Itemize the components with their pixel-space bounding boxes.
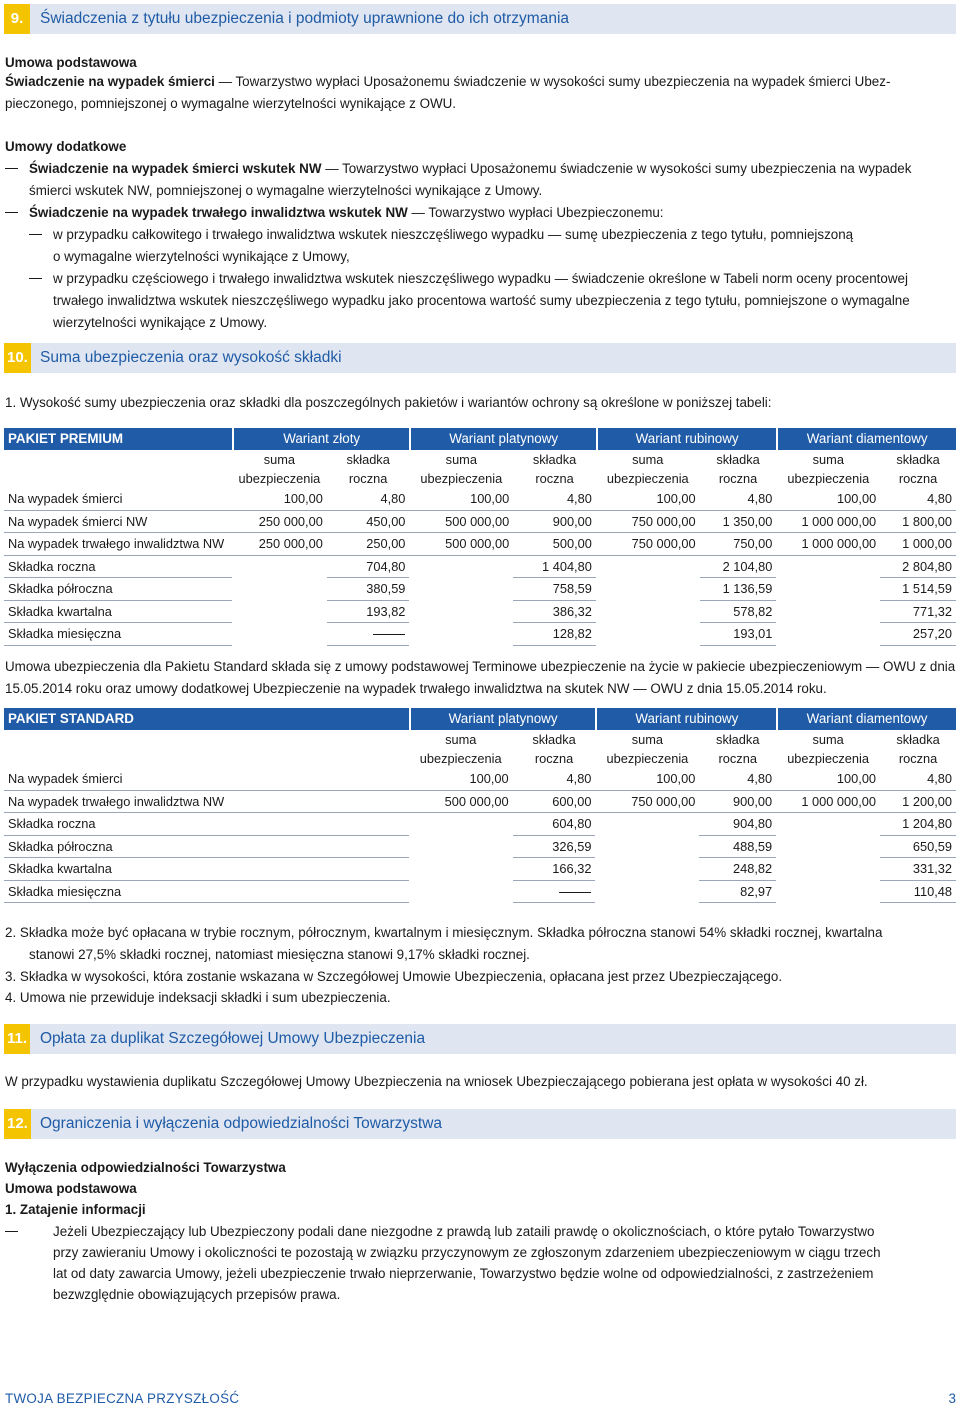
spacer-cell [595,881,699,904]
spacer-cell [595,813,699,836]
cell-value: 4,80 [699,768,776,791]
col-sum-header [595,730,699,768]
cell-value: 326,59 [513,836,596,859]
text-line: w przypadku całkowitego i trwałego inwalidztwa wskutek nieszczęśliwego wypadku — sumę ubezpieczenia z tego tytułu, pomniejszoną [53,227,854,242]
cell-value: 380,59 [327,578,410,601]
col-sum-header [776,450,880,488]
label-roczna: roczna [898,751,938,766]
cell-value: 128,82 [513,623,596,646]
variant-header: Wariant rubinowy [595,708,776,730]
label-skladka: składka [346,452,390,467]
label-ubezpieczenia: ubezpieczenia [787,751,870,766]
row-label: Składka roczna [4,556,232,579]
cell-value: 750 000,00 [595,791,699,814]
label-suma: suma [445,732,477,747]
standard-note: Umowa ubezpieczenia dla Pakietu Standard składa się z umowy podstawowej Terminowe ubezpieczenie na życie w pakiecie ubezpieczeniowym — OWU z dnia [5,659,956,674]
cell-value: 900,00 [699,791,776,814]
standard-table [4,708,956,903]
spacer-cell [776,881,880,904]
row-label: Składka miesięczna [4,623,232,646]
spacer-cell [232,578,327,601]
empty-dash [513,881,596,904]
table-row [4,768,956,791]
cell-value: 4,80 [513,768,596,791]
spacer-cell [595,858,699,881]
row-label: Składka miesięczna [4,881,409,904]
section-title: Ograniczenia i wyłączenia odpowiedzialności Towarzystwa [40,1115,443,1132]
page-number: 3 [948,1391,956,1406]
cell-value: 750 000,00 [596,533,700,556]
spacer-cell [776,858,880,881]
cell-value: 500 000,00 [409,533,513,556]
label-roczna: roczna [534,751,574,766]
cell-value: 100,00 [776,768,880,791]
cell-value: 1 000 000,00 [776,511,880,534]
table-subheader-row [4,730,956,768]
label-ubezpieczenia: ubezpieczenia [238,471,321,486]
row-label: Składka kwartalna [4,858,409,881]
label-suma: suma [263,452,296,467]
row-label: Na wypadek trwałego inwalidztwa NW [4,791,409,814]
label-roczna: roczna [718,471,758,486]
subheading-umowy-dodatkowe: Umowy dodatkowe [5,139,127,154]
cell-value: 193,01 [700,623,777,646]
cell-value: 600,00 [513,791,596,814]
label-suma: suma [631,732,664,747]
spacer-cell [409,556,513,579]
section-number: 12. [4,1109,31,1139]
text: — Towarzystwo wypłaci Uposażonemu świadczenie w wysokości sumy ubezpieczenia na wypadek śmierci Ubez- [214,74,891,89]
cell-value: 4,80 [880,768,956,791]
row-label: Na wypadek śmierci [4,488,232,511]
spacer-cell [776,623,880,646]
cell-value: 771,32 [880,601,956,624]
table-row [4,533,956,556]
cell-value: 1 136,59 [700,578,777,601]
cell-value: 750,00 [700,533,777,556]
row-label: Składka półroczna [4,578,232,601]
paragraph-swiadczenie-smierci [5,71,890,93]
cell-value: 1 800,00 [880,511,956,534]
table-header-row [4,708,956,730]
cell-value: 1 200,00 [880,791,956,814]
cell-value: 1 000 000,00 [776,791,880,814]
cell-value: 82,97 [699,881,776,904]
label-ubezpieczenia: ubezpieczenia [420,471,503,486]
text-line: w przypadku częściowego i trwałego inwalidztwa wskutek nieszczęśliwego wypadku — świadczenie określone w Tabeli norm oceny procentowej [53,271,908,286]
spacer-cell [409,578,513,601]
subheading: 1. Zatajenie informacji [5,1202,146,1217]
cell-value: 193,82 [327,601,410,624]
section-title: Świadczenia z tytułu ubezpieczenia i podmioty uprawnione do ich otrzymania [40,10,570,27]
section-title: Opłata za duplikat Szczegółowej Umowy Ubezpieczenia [40,1030,426,1047]
col-sum-header [409,450,513,488]
spacer-cell [776,601,880,624]
variant-header: Wariant diamentowy [776,708,956,730]
spacer-cell [409,623,513,646]
cell-value: 750 000,00 [596,511,700,534]
label-suma: suma [632,452,664,467]
cell-value: 900,00 [513,511,596,534]
text: — Towarzystwo wypłaci Uposażonemu świadczenie w wysokości sumy ubezpieczenia na wypadek [321,161,912,176]
paragraph-duplikat: W przypadku wystawienia duplikatu Szczegółowej Umowy Ubezpieczenia na wniosek Ubezpieczającego pobierana jest opłata w wysokości 40 zł. [5,1074,868,1089]
cell-value: 500 000,00 [409,791,513,814]
cell-value: 2 804,80 [880,556,956,579]
cell-value: 488,59 [699,836,776,859]
label-ubezpieczenia: ubezpieczenia [606,751,689,766]
cell-value: 1 000,00 [880,533,956,556]
spacer-cell [776,578,880,601]
cell-value: 331,32 [880,858,956,881]
table-row [4,791,956,814]
cell-value: 4,80 [513,488,596,511]
text-line: lat od daty zawarcia Umowy, jeżeli ubezpieczenie trwało nieprzerwanie, Towarzystwo będzie wolne od odpowiedzialności, z zastrzeżeniem [53,1266,874,1281]
dash-bullet [5,212,18,213]
cell-value: 100,00 [776,488,880,511]
label-ubezpieczenia: ubezpieczenia [419,751,502,766]
dash-bullet [29,234,42,235]
col-premium-header [880,450,956,488]
paragraph-4: 4. Umowa nie przewiduje indeksacji składki i sum ubezpieczenia. [5,990,391,1005]
text-line: Jeżeli Ubezpieczający lub Ubezpieczony podali dane niezgodne z prawdą lub zataili prawdę o okolicznościach, o które pytało Towarzystwo [53,1224,875,1239]
col-sum-header [409,730,513,768]
variant-header: Wariant platynowy [409,708,596,730]
dash-mark [559,892,591,893]
col-premium-header [327,450,410,488]
spacer-cell [232,623,327,646]
term: Świadczenie na wypadek śmierci wskutek NW [29,161,322,176]
dash-bullet [5,1231,18,1232]
col-premium-header [880,730,956,768]
spacer-cell [232,601,327,624]
col-sum-header [776,730,880,768]
table-row [4,488,956,511]
package-name: PAKIET PREMIUM [4,428,232,450]
label-skladka: składka [716,452,760,467]
cell-value: 166,32 [513,858,596,881]
table-row [4,813,956,836]
cell-value: 386,32 [513,601,596,624]
cell-value: 110,48 [880,881,956,904]
section-11-header [4,1024,956,1054]
label-skladka: składka [716,732,760,747]
cell-value: 1 000 000,00 [776,533,880,556]
spacer-cell [409,601,513,624]
row-label: Składka roczna [4,813,409,836]
table-row [4,556,956,579]
label-suma: suma [445,452,477,467]
dash-mark [373,634,405,635]
cell-value: 100,00 [232,488,327,511]
subheading-umowa-podstawowa: Umowa podstawowa [5,55,137,70]
cell-value: 1 404,80 [513,556,596,579]
footer-slogan: TWOJA BEZPIECZNA PRZYSZŁOŚĆ [5,1391,240,1406]
text-line: przy zawieraniu Umowy i okoliczności te pozostają w związku przyczynowym ze zgłoszonym zdarzeniem ubezpieczeniowym w ciągu trzech [53,1245,881,1260]
col-premium-header [700,450,777,488]
package-name: PAKIET STANDARD [4,708,409,730]
cell-value: 704,80 [327,556,410,579]
paragraph-inwalidztwo [29,202,664,224]
spacer-cell [776,813,880,836]
standard-note: 15.05.2014 roku oraz umowy dodatkowej Ubezpieczenie na wypadek trwałego inwalidztwa na skutek NW — OWU z dnia 15.05.2014 roku. [5,681,827,696]
paragraph-1: 1. Wysokość sumy ubezpieczenia oraz składki dla poszczególnych pakietów i wariantów ochrony są określone w poniższej tabeli: [5,395,772,410]
spacer-cell [232,556,327,579]
cell-value: 100,00 [409,768,513,791]
spacer-cell [409,813,513,836]
row-label: Na wypadek śmierci NW [4,511,232,534]
paragraph-3: 3. Składka w wysokości, która zostanie wskazana w Szczegółowej Umowie Ubezpieczenia, opłacana jest przez Ubezpieczającego. [5,969,783,984]
label-roczna: roczna [898,471,938,486]
section-number: 11. [4,1024,30,1054]
cell-value: 250 000,00 [232,511,327,534]
row-label: Składka kwartalna [4,601,232,624]
text-line: śmierci wskutek NW, pomniejszonej o wymagalne wierzytelności wynikające z Umowy. [29,183,543,198]
col-premium-header [699,730,776,768]
paragraph-2-cont: stanowi 27,5% składki rocznej, natomiast miesięczna stanowi 9,17% składki rocznej. [29,947,530,962]
label-roczna: roczna [718,751,757,766]
cell-value: 248,82 [699,858,776,881]
spacer-cell [776,836,880,859]
cell-value: 904,80 [699,813,776,836]
cell-value: 500,00 [513,533,596,556]
cell-value: 1 514,59 [880,578,956,601]
cell-value: 450,00 [327,511,410,534]
cell-value: 650,59 [880,836,956,859]
col-premium-header [513,730,596,768]
row-label: Na wypadek śmierci [4,768,409,791]
spacer-cell [596,556,700,579]
label-skladka: składka [532,732,576,747]
term: Świadczenie na wypadek śmierci [5,74,215,89]
spacer-cell [596,578,700,601]
label-skladka: składka [896,732,940,747]
table-row [4,881,956,904]
table-row [4,601,956,624]
cell-value: 578,82 [700,601,777,624]
cell-value: 100,00 [409,488,513,511]
text-line: wierzytelności wynikające z Umowy. [53,315,268,330]
label-suma: suma [812,452,844,467]
text-line: bezwzględnie obowiązujących przepisów prawa. [53,1287,341,1302]
dash-bullet [29,278,42,279]
label-skladka: składka [532,452,577,467]
subheading: Umowa podstawowa [5,1181,137,1196]
cell-value: 4,80 [700,488,777,511]
variant-header: Wariant diamentowy [776,428,956,450]
cell-value: 500 000,00 [409,511,513,534]
cell-value: 4,80 [880,488,956,511]
cell-value: 250 000,00 [232,533,327,556]
spacer-cell [409,881,513,904]
cell-value: 4,80 [327,488,410,511]
empty-dash [327,623,410,646]
cell-value: 100,00 [596,488,700,511]
variant-header: Wariant platynowy [409,428,595,450]
table-row [4,511,956,534]
paragraph-nw [29,158,911,180]
spacer-cell [776,556,880,579]
table-row [4,858,956,881]
cell-value: 2 104,80 [700,556,777,579]
dash-bullet [5,168,18,169]
spacer-cell [409,858,513,881]
spacer-cell [596,601,700,624]
col-sum-header [232,450,327,488]
row-label: Na wypadek trwałego inwalidztwa NW [4,533,232,556]
cell-value: 758,59 [513,578,596,601]
spacer-cell [409,836,513,859]
label-roczna: roczna [535,471,574,486]
table-row [4,578,956,601]
row-label: Składka półroczna [4,836,409,859]
text-line: trwałego inwalidztwa wskutek nieszczęśliwego wypadku jako procentowa wartość sumy ubezpieczenia z tego tytułu, pomniejszone o wymagalne [53,293,910,308]
premium-table [4,428,956,646]
label-suma: suma [812,732,844,747]
table-header-row [4,428,956,450]
label-roczna: roczna [348,471,388,486]
label-ubezpieczenia: ubezpieczenia [787,471,870,486]
spacer-cell [595,836,699,859]
subheading: Wyłączenia odpowiedzialności Towarzystwa [5,1160,286,1175]
cell-value: 257,20 [880,623,956,646]
table-row [4,623,956,646]
col-sum-header [596,450,700,488]
table-subheader-row [4,450,956,488]
section-number: 9. [4,4,30,34]
variant-header: Wariant rubinowy [596,428,777,450]
cell-value: 1 204,80 [880,813,956,836]
table-row [4,836,956,859]
variant-header: Wariant złoty [232,428,409,450]
cell-value: 1 350,00 [700,511,777,534]
spacer-cell [596,623,700,646]
label-skladka: składka [896,452,940,467]
text-line: o wymagalne wierzytelności wynikające z Umowy, [53,249,350,264]
cell-value: 604,80 [513,813,596,836]
paragraph-2: 2. Składka może być opłacana w trybie rocznym, półrocznym, kwartalnym i miesięcznym. Składka półroczna stanowi 54% składki rocznej, kwartalna [5,925,883,940]
text: — Towarzystwo wypłaci Ubezpieczonemu: [407,205,664,220]
term: Świadczenie na wypadek trwałego inwalidztwa wskutek NW [29,205,408,220]
cell-value: 250,00 [327,533,410,556]
section-10-header [4,343,956,373]
col-premium-header [513,450,596,488]
cell-value: 100,00 [595,768,699,791]
section-number: 10. [4,343,31,373]
text-line: pieczonego, pomniejszonej o wymagalne wierzytelności wynikające z OWU. [5,96,457,111]
section-9-header [4,4,956,34]
section-12-header [4,1109,956,1139]
label-ubezpieczenia: ubezpieczenia [606,471,689,486]
section-title: Suma ubezpieczenia oraz wysokość składki [40,349,342,366]
